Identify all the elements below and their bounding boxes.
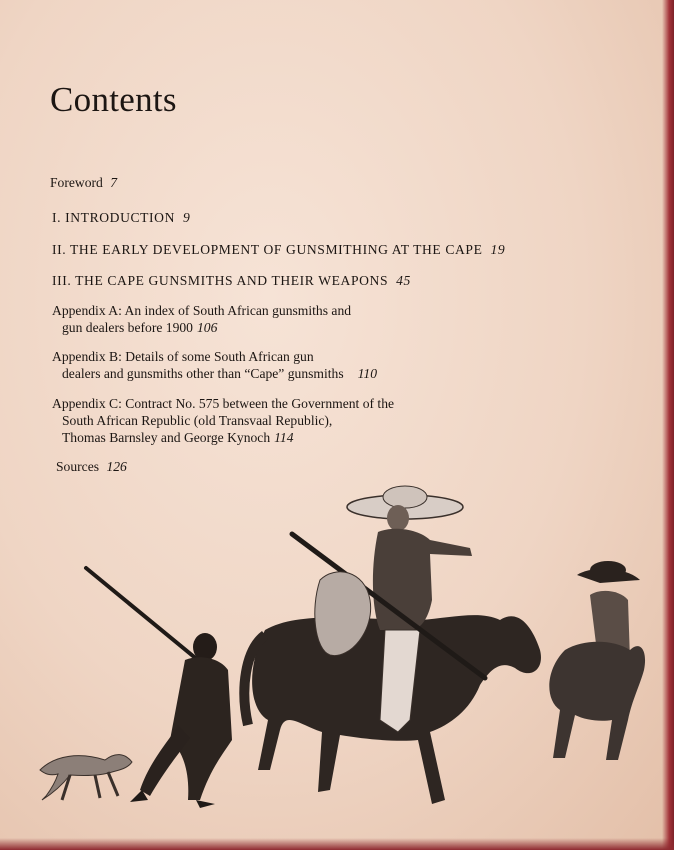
toc-entry-title-cont: Thomas Barnsley and George Kynoch — [62, 430, 271, 445]
toc-entry-page: 9 — [183, 210, 191, 225]
toc-entry-page: 110 — [357, 366, 378, 381]
dog-figure — [40, 755, 132, 800]
toc-entry-foreword — [50, 174, 117, 191]
illustration-riders — [0, 470, 674, 850]
second-rider-figure — [549, 561, 645, 760]
toc-entry-early-development — [52, 241, 505, 258]
toc-entry-title: Foreword — [50, 175, 103, 190]
page-title: Contents — [50, 80, 177, 119]
toc-entry-page: 45 — [396, 273, 411, 288]
toc-entry-page: 126 — [106, 459, 127, 474]
toc-entry-appendix-c — [52, 395, 394, 446]
toc-entry-title: III. THE CAPE GUNSMITHS AND THEIR WEAPONS — [52, 273, 389, 288]
toc-entry-title-cont: gun dealers before 1900 — [62, 320, 193, 335]
toc-entry-title: Appendix C: Contract No. 575 between the Government of the — [52, 396, 395, 411]
toc-entry-page: 19 — [490, 242, 506, 257]
toc-entry-title: Appendix A: An index of South African gunsmiths and — [52, 303, 352, 318]
toc-entry-introduction — [52, 209, 190, 226]
toc-entry-title: II. THE EARLY DEVELOPMENT OF GUNSMITHING AT THE CAPE — [52, 242, 483, 257]
toc-entry-cape-gunsmiths — [52, 272, 411, 289]
toc-entry-page: 114 — [274, 430, 294, 445]
toc-entry-title: I. INTRODUCTION — [52, 210, 176, 225]
toc-entry-title-cont: dealers and gunsmiths other than “Cape” gunsmiths — [62, 366, 344, 381]
toc-entry-title-cont: South African Republic (old Transvaal Republic), — [62, 413, 333, 428]
toc-entry-appendix-b — [52, 348, 377, 382]
toc-entry-title: Appendix B: Details of some South African gun — [52, 349, 314, 364]
toc-entry-appendix-a — [52, 302, 351, 336]
toc-entry-page: 106 — [196, 320, 218, 335]
toc-entry-page: 7 — [110, 175, 118, 190]
toc-entry-title: Sources — [56, 459, 100, 474]
